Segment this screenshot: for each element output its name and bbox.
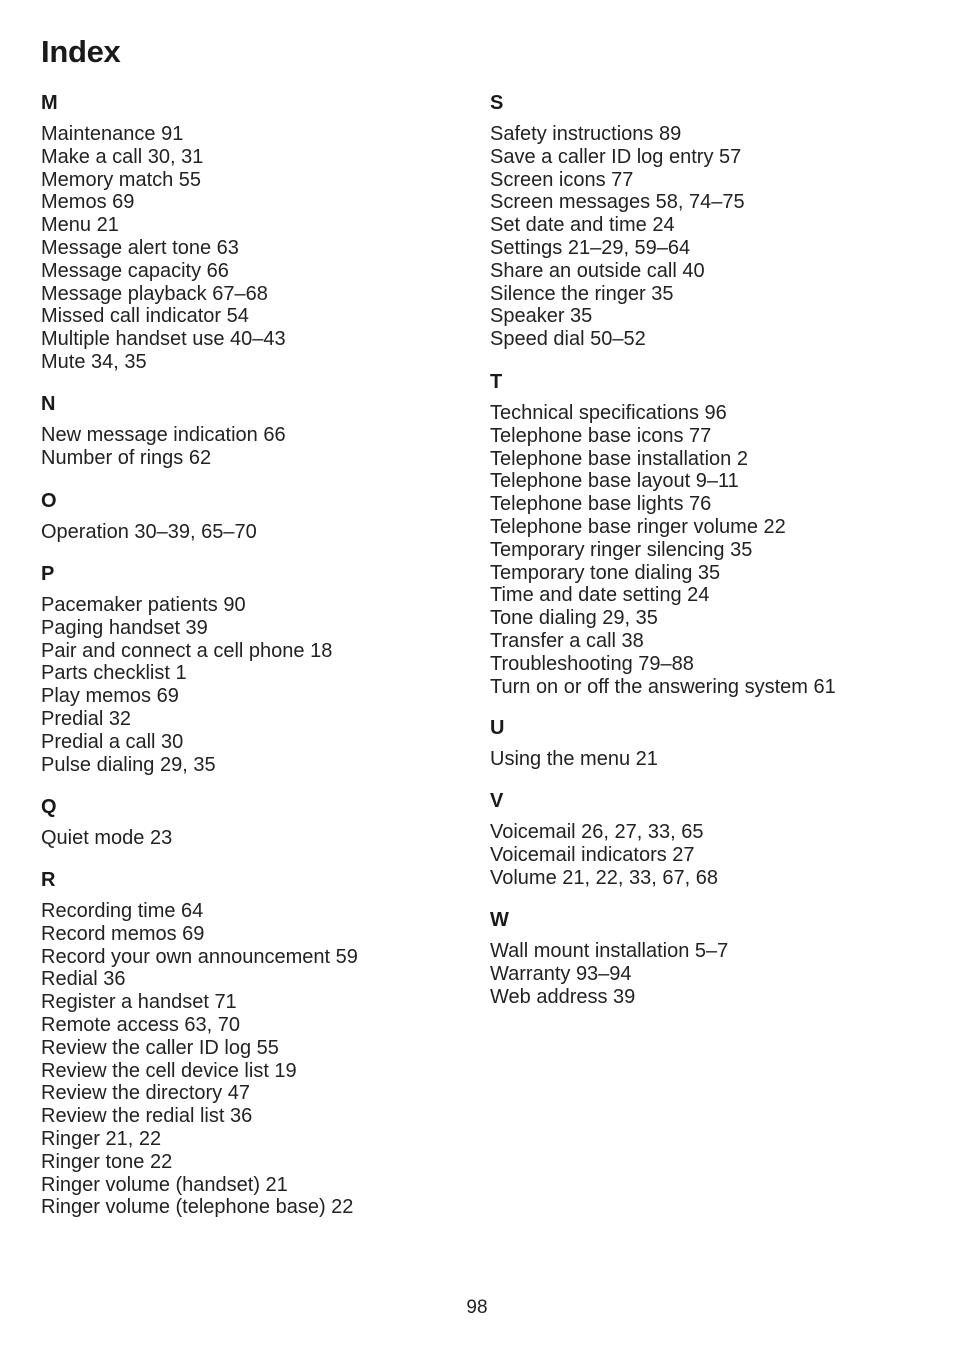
- index-entry: Record memos 69: [41, 922, 205, 945]
- index-entry: Multiple handset use 40–43: [41, 328, 286, 351]
- section-letter: U: [490, 717, 505, 739]
- index-entry: Predial 32: [41, 707, 132, 730]
- index-entry: Screen icons 77: [490, 168, 634, 191]
- index-section-o: [41, 490, 461, 544]
- index-entry: Remote access 63, 70: [41, 1013, 240, 1036]
- index-section-p: [41, 563, 461, 776]
- index-entry: Operation 30–39, 65–70: [41, 521, 257, 543]
- section-letter: W: [490, 909, 509, 931]
- section-letter: T: [490, 371, 503, 393]
- index-entry: Warranty 93–94: [490, 962, 632, 985]
- index-section-u: [490, 717, 930, 771]
- index-entry: Review the directory 47: [41, 1082, 250, 1105]
- index-entry: Screen messages 58, 74–75: [490, 191, 745, 214]
- page-title: Index: [41, 34, 121, 69]
- index-entry: Troubleshooting 79–88: [490, 652, 694, 675]
- index-entry: Telephone base installation 2: [490, 447, 748, 470]
- index-entry: Memory match 55: [41, 168, 202, 191]
- index-entry: Silence the ringer 35: [490, 282, 674, 305]
- section-letter: O: [41, 490, 57, 512]
- index-entry: Wall mount installation 5–7: [490, 940, 729, 962]
- index-entry: Voicemail 26, 27, 33, 65: [490, 821, 704, 843]
- index-entry: Telephone base layout 9–11: [490, 470, 739, 493]
- index-entry: Technical specifications 96: [490, 402, 727, 424]
- index-entry: Maintenance 91: [41, 123, 184, 145]
- index-entry: Safety instructions 89: [490, 123, 682, 145]
- index-entry: Web address 39: [490, 985, 636, 1008]
- index-entry: Record your own announcement 59: [41, 945, 358, 968]
- index-entry: Memos 69: [41, 191, 135, 214]
- index-entry: Predial a call 30: [41, 730, 184, 753]
- index-entry: Voicemail indicators 27: [490, 843, 695, 866]
- index-entry: Ringer tone 22: [41, 1150, 173, 1173]
- index-entry: Paging handset 39: [41, 616, 208, 639]
- index-section-r: [41, 869, 461, 1219]
- index-entry: Message playback 67–68: [41, 282, 268, 305]
- index-section-m: [41, 92, 461, 374]
- index-entry: Telephone base lights 76: [490, 493, 712, 516]
- index-entry: Turn on or off the answering system 61: [490, 675, 836, 698]
- index-entry: Temporary tone dialing 35: [490, 561, 721, 584]
- section-letter: V: [490, 790, 504, 812]
- index-entry: Number of rings 62: [41, 446, 212, 469]
- index-section-q: [41, 796, 461, 850]
- index-entry: Missed call indicator 54: [41, 305, 249, 328]
- index-entry: Make a call 30, 31: [41, 145, 204, 168]
- section-letter: S: [490, 92, 504, 114]
- index-entry: Volume 21, 22, 33, 67, 68: [490, 866, 718, 889]
- index-section-v: [490, 790, 930, 889]
- index-entry: Telephone base icons 77: [490, 424, 712, 447]
- index-entry: Parts checklist 1: [41, 662, 187, 685]
- index-entry: Time and date setting 24: [490, 584, 710, 607]
- section-letter: Q: [41, 796, 57, 818]
- index-entry: Register a handset 71: [41, 991, 237, 1014]
- index-entry: Review the redial list 36: [41, 1105, 253, 1128]
- section-letter: N: [41, 393, 56, 415]
- index-entry: Play memos 69: [41, 685, 179, 708]
- index-entry: Tone dialing 29, 35: [490, 607, 658, 630]
- index-entry: Redial 36: [41, 968, 126, 991]
- section-letter: R: [41, 869, 56, 891]
- index-entry: Review the caller ID log 55: [41, 1036, 279, 1059]
- index-entry: Set date and time 24: [490, 214, 675, 237]
- index-entry: Ringer 21, 22: [41, 1127, 162, 1150]
- index-section-w: [490, 909, 930, 1008]
- index-entry: Ringer volume (telephone base) 22: [41, 1196, 354, 1219]
- index-section-n: [41, 393, 461, 470]
- index-entry: Message capacity 66: [41, 259, 229, 282]
- index-entry: Speaker 35: [490, 305, 593, 328]
- index-entry: Telephone base ringer volume 22: [490, 515, 786, 538]
- index-section-s: [490, 92, 930, 351]
- index-entry: Save a caller ID log entry 57: [490, 145, 742, 168]
- index-entry: Temporary ringer silencing 35: [490, 538, 753, 561]
- index-entry: Share an outside call 40: [490, 259, 705, 282]
- index-entry: Message alert tone 63: [41, 236, 239, 259]
- index-entry: Review the cell device list 19: [41, 1059, 297, 1082]
- index-entry: Pulse dialing 29, 35: [41, 753, 216, 776]
- index-section-t: [490, 371, 930, 698]
- section-letter: M: [41, 92, 58, 114]
- index-entry: Settings 21–29, 59–64: [490, 236, 691, 259]
- page-number: 98: [466, 1297, 488, 1318]
- index-entry: Pacemaker patients 90: [41, 594, 246, 616]
- index-entry: Mute 34, 35: [41, 350, 147, 373]
- index-entry: Menu 21: [41, 214, 119, 237]
- index-entry: New message indication 66: [41, 424, 286, 446]
- section-letter: P: [41, 563, 55, 585]
- index-entry: Quiet mode 23: [41, 827, 173, 849]
- index-entry: Pair and connect a cell phone 18: [41, 639, 333, 662]
- index-entry: Recording time 64: [41, 900, 204, 922]
- index-entry: Speed dial 50–52: [490, 328, 646, 351]
- index-entry: Transfer a call 38: [490, 629, 644, 652]
- index-entry: Ringer volume (handset) 21: [41, 1173, 288, 1196]
- index-entry: Using the menu 21: [490, 748, 658, 770]
